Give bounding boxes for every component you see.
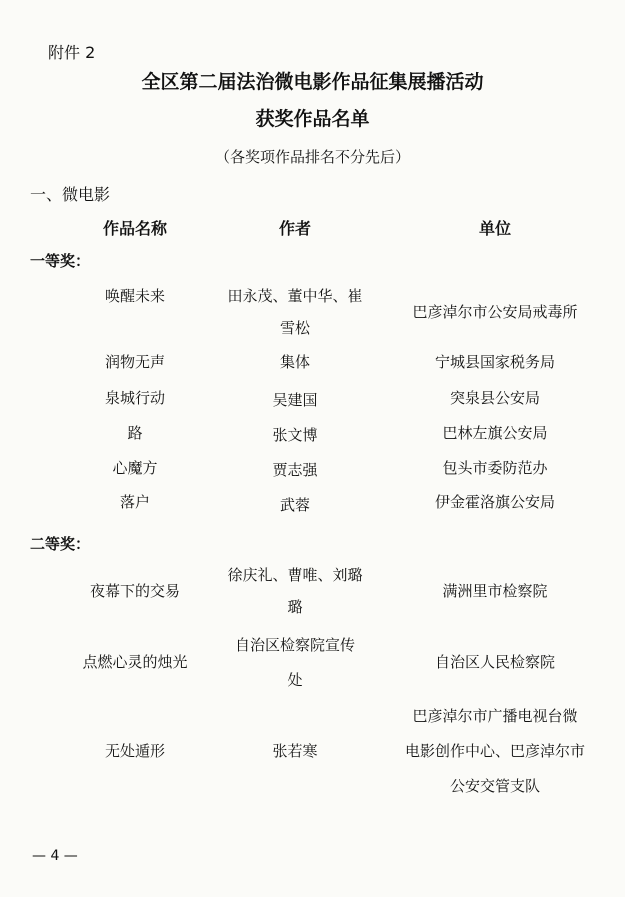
unit-name: 满洲里市检察院 <box>442 582 548 600</box>
page-number: — 4 — <box>32 848 78 864</box>
unit-line: 巴彦淖尔市广播电视台微 <box>412 707 578 725</box>
work-name: 落户 <box>119 493 150 511</box>
author-line: 武蓉 <box>279 496 310 514</box>
author-line: 吴建国 <box>272 391 318 409</box>
document-subtitle: 获奖作品名单 <box>255 108 370 130</box>
work-name: 唤醒未来 <box>104 287 165 305</box>
work-name: 点燃心灵的烛光 <box>82 653 188 671</box>
unit-name: 巴林左旗公安局 <box>442 424 548 442</box>
first-prize-label: 一等奖： <box>30 252 91 270</box>
work-name: 路 <box>127 424 143 442</box>
work-name: 无处遁形 <box>104 742 165 760</box>
work-name: 润物无声 <box>104 353 165 371</box>
header-unit: 单位 <box>478 219 511 238</box>
unit-line: 电影创作中心、巴彦淖尔市 <box>404 742 585 760</box>
author-line: 集体 <box>279 353 310 371</box>
header-work: 作品名称 <box>102 219 167 238</box>
author-line: 处 <box>287 671 303 689</box>
document-title: 全区第二届法治微电影作品征集展播活动 <box>141 71 484 93</box>
author-line: 徐庆礼、曹唯、刘璐 <box>227 566 363 584</box>
unit-line: 公安交管支队 <box>449 777 540 795</box>
work-name: 夜幕下的交易 <box>89 582 180 600</box>
unit-name: 伊金霍洛旗公安局 <box>434 493 555 511</box>
author-line: 雪松 <box>279 319 310 337</box>
author-line: 贾志强 <box>272 461 318 479</box>
attachment-label: 附件 2 <box>48 43 96 62</box>
section-heading: 一、微电影 <box>30 185 111 204</box>
header-author: 作者 <box>278 219 311 238</box>
unit-name: 包头市委防范办 <box>442 459 548 477</box>
author-line: 张文博 <box>272 426 318 444</box>
second-prize-label: 二等奖： <box>30 535 91 553</box>
work-name: 心魔方 <box>112 459 158 477</box>
unit-name: 突泉县公安局 <box>449 389 540 407</box>
ranking-note: （各奖项作品排名不分先后） <box>214 148 410 166</box>
unit-name: 巴彦淖尔市公安局戒毒所 <box>412 303 578 321</box>
author-line: 自治区检察院宣传 <box>234 636 355 654</box>
work-name: 泉城行动 <box>104 389 165 407</box>
author-line: 张若寒 <box>272 742 318 760</box>
author-line: 田永茂、董中华、崔 <box>227 287 363 305</box>
author-line: 璐 <box>287 598 303 616</box>
unit-name: 宁城县国家税务局 <box>434 353 555 371</box>
unit-name: 自治区人民检察院 <box>434 653 555 671</box>
